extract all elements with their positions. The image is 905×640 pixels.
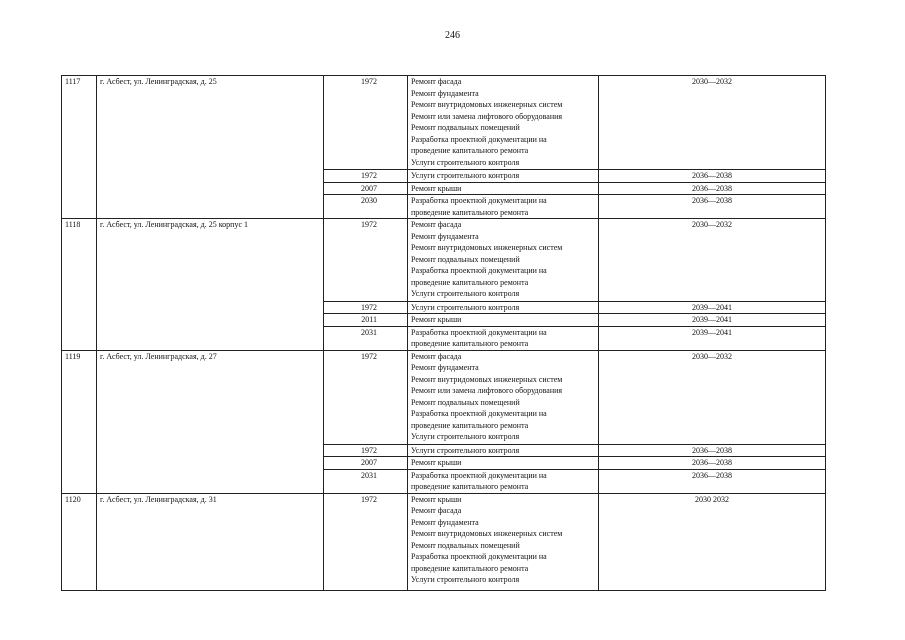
period-cell: 2030—2032 — [599, 219, 826, 302]
capital-repair-table — [61, 75, 826, 591]
period-cell: 2036—2038 — [599, 182, 826, 195]
period-cell: 2036—2038 — [599, 170, 826, 183]
object-number: 1120 — [62, 493, 97, 590]
work-item: Услуги строительного контроля — [411, 289, 520, 298]
works-cell — [408, 326, 599, 350]
works-cell — [408, 170, 599, 183]
work-item: Разработка проектной документации на — [411, 266, 547, 275]
year-cell: 1972 — [324, 76, 408, 170]
period-cell: 2030 2032 — [599, 493, 826, 590]
work-item: Ремонт подвальных помещений — [411, 540, 520, 550]
period-cell: 2030—2032 — [599, 350, 826, 444]
year-cell: 2007 — [324, 457, 408, 470]
period-cell: 2039—2041 — [599, 314, 826, 327]
works-cell — [408, 444, 599, 457]
work-item: проведение капитального ремонта — [411, 563, 529, 573]
work-item: Ремонт фасада — [411, 506, 462, 515]
object-address: г. Асбест, ул. Ленинградская, д. 25 — [97, 76, 324, 219]
table-row — [62, 493, 826, 590]
period-cell: 2030—2032 — [599, 76, 826, 170]
work-item: Ремонт фундамента — [411, 88, 479, 98]
work-item: проведение капитального ремонта — [411, 207, 529, 217]
table-body — [62, 76, 826, 591]
year-cell: 2031 — [324, 326, 408, 350]
page-number: 246 — [445, 30, 460, 41]
work-item: Ремонт подвальных помещений — [411, 254, 520, 264]
year-cell: 2031 — [324, 469, 408, 493]
work-item: Ремонт фасада — [411, 77, 462, 86]
work-item: Услуги строительного контроля — [411, 157, 520, 167]
period-cell: 2039—2041 — [599, 301, 826, 314]
work-item: Услуги строительного контроля — [411, 302, 520, 312]
works-cell — [408, 76, 599, 170]
works-cell — [408, 314, 599, 327]
works-cell — [408, 493, 599, 590]
work-item: Разработка проектной документации на — [411, 196, 547, 205]
period-cell: 2036—2038 — [599, 457, 826, 470]
work-item: Разработка проектной документации на — [411, 327, 547, 337]
table-row — [62, 219, 826, 302]
year-cell: 1972 — [324, 219, 408, 302]
work-item: Ремонт или замена лифтового оборудования — [411, 111, 563, 121]
work-item: Услуги строительного контроля — [411, 445, 520, 455]
works-cell — [408, 195, 599, 219]
work-item: проведение капитального ремонта — [411, 420, 529, 430]
work-item: Ремонт крыши — [411, 494, 462, 504]
work-item: Услуги строительного контроля — [411, 171, 520, 180]
period-cell: 2039—2041 — [599, 326, 826, 350]
year-cell: 2011 — [324, 314, 408, 327]
work-item: Услуги строительного контроля — [411, 575, 520, 584]
table-row — [62, 76, 826, 170]
year-cell: 1972 — [324, 350, 408, 444]
work-item: Ремонт внутридомовых инженерных систем — [411, 529, 563, 538]
work-item: Разработка проектной документации на — [411, 409, 547, 418]
work-item: проведение капитального ремонта — [411, 339, 529, 348]
works-cell — [408, 301, 599, 314]
work-item: Ремонт крыши — [411, 458, 462, 467]
object-address: г. Асбест, ул. Ленинградская, д. 31 — [97, 493, 324, 590]
object-number: 1117 — [62, 76, 97, 219]
period-cell: 2036—2038 — [599, 444, 826, 457]
year-cell: 1972 — [324, 301, 408, 314]
works-cell — [408, 469, 599, 493]
work-item: Разработка проектной документации на — [411, 134, 547, 144]
object-number: 1119 — [62, 350, 97, 493]
work-item: проведение капитального ремонта — [411, 146, 529, 155]
table-row — [62, 350, 826, 444]
work-item: Ремонт подвальных помещений — [411, 397, 520, 407]
work-item: Ремонт или замена лифтового оборудования — [411, 386, 563, 395]
work-item: Ремонт крыши — [411, 183, 462, 193]
work-item: Ремонт фасада — [411, 351, 462, 361]
period-cell: 2036—2038 — [599, 469, 826, 493]
year-cell: 1972 — [324, 170, 408, 183]
object-address: г. Асбест, ул. Ленинградская, д. 27 — [97, 350, 324, 493]
work-item: проведение капитального ремонта — [411, 277, 529, 287]
works-cell — [408, 182, 599, 195]
works-cell — [408, 350, 599, 444]
period-cell: 2036—2038 — [599, 195, 826, 219]
work-item: Разработка проектной документации на — [411, 470, 547, 480]
work-item: Ремонт фундамента — [411, 363, 479, 372]
works-cell — [408, 457, 599, 470]
work-item: Ремонт внутридомовых инженерных систем — [411, 243, 563, 252]
work-item: Ремонт фасада — [411, 220, 462, 229]
works-cell — [408, 219, 599, 302]
work-item: Ремонт фундамента — [411, 517, 479, 527]
object-number: 1118 — [62, 219, 97, 351]
year-cell: 1972 — [324, 493, 408, 590]
work-item: проведение капитального ремонта — [411, 482, 529, 491]
year-cell: 2007 — [324, 182, 408, 195]
year-cell: 2030 — [324, 195, 408, 219]
work-item: Ремонт подвальных помещений — [411, 123, 520, 132]
work-item: Ремонт крыши — [411, 315, 462, 324]
object-address: г. Асбест, ул. Ленинградская, д. 25 корпус 1 — [97, 219, 324, 351]
work-item: Ремонт фундамента — [411, 231, 479, 241]
work-item: Разработка проектной документации на — [411, 552, 547, 561]
year-cell: 1972 — [324, 444, 408, 457]
work-item: Ремонт внутридомовых инженерных систем — [411, 100, 563, 109]
work-item: Ремонт внутридомовых инженерных систем — [411, 374, 563, 384]
work-item: Услуги строительного контроля — [411, 432, 520, 441]
